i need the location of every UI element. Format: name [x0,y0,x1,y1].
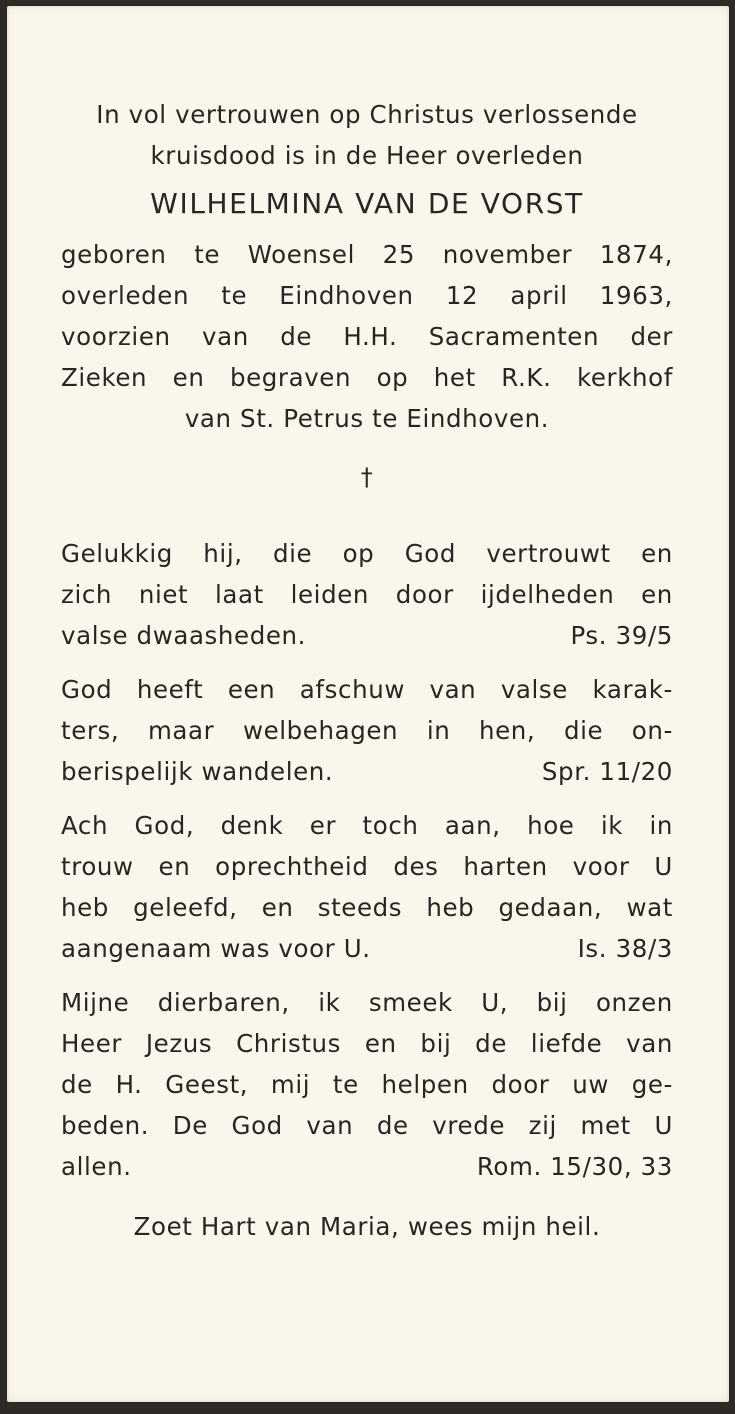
word: die [563,716,604,745]
word: uw [572,1070,609,1099]
word: beden. [61,1111,150,1140]
word: liefde [530,1029,603,1058]
word: oprechtheid [215,852,369,881]
card-text [61,94,673,1247]
word: smeek [368,988,453,1017]
word: kerkhof [576,363,673,392]
word: met [580,1111,631,1140]
verse-last-line [61,615,673,656]
verse-last-line [61,751,673,792]
word: Geest, [165,1070,249,1099]
word: God [231,1111,283,1140]
word: begraven [229,363,352,392]
word: voor [572,852,630,881]
word: steeds [317,893,403,922]
word: U [654,852,673,881]
word: Zieken [61,363,148,392]
word: van [201,322,249,351]
intro-line-2: kruisdood is in de Heer overleden [150,141,584,170]
biography-line: van St. Petrus te Eindhoven. [184,404,550,433]
word: de [376,1111,409,1140]
word: vrede [432,1111,506,1140]
biography-line [61,316,673,357]
word: bij [420,1029,452,1058]
verse-line [61,1023,673,1064]
verse-reference: Is. 38/3 [577,934,673,963]
word: 12 [445,281,479,310]
word: van [306,1111,354,1140]
word: des [393,852,439,881]
verse-line [61,574,673,615]
word: gedaan, [498,893,603,922]
word: Jezus [145,1029,213,1058]
verse-reference: Spr. 11/20 [541,757,673,786]
word: en [158,852,191,881]
verse-text: berispelijk wandelen. [61,757,334,786]
word: denk [220,811,284,840]
word: bij [536,988,568,1017]
word: afschuw [299,675,405,704]
word: Ach [61,811,109,840]
word: heeft [136,675,204,704]
word: de [61,1070,93,1099]
word: april [510,281,568,310]
word: on- [631,716,673,745]
word: wat [626,893,673,922]
word: welbehagen [242,716,399,745]
word: de [280,322,313,351]
verse-line [61,533,673,574]
word: ik [600,811,624,840]
verse-line [61,1105,673,1146]
word: zich [61,580,113,609]
biography-line [61,357,673,398]
verse-line [61,669,673,710]
word: heb [61,893,109,922]
word: De [172,1111,208,1140]
word: die [273,539,313,568]
word: en [641,539,673,568]
word: en [172,363,205,392]
word: karak- [592,675,673,704]
word: Christus [236,1029,342,1058]
cross-icon: † [360,463,374,491]
biography-line [61,234,673,275]
word: van [626,1029,673,1058]
word: H.H. [343,322,398,351]
word: leiden [290,580,370,609]
verse-reference: Ps. 39/5 [570,621,673,650]
word: Woensel [247,240,355,269]
word: ijdelheden [480,580,615,609]
verse-block [61,982,673,1187]
word: van [429,675,477,704]
word: in [426,716,451,745]
word: overleden [61,281,190,310]
word: Heer [61,1029,123,1058]
word: te [332,1070,359,1099]
verse-line [61,805,673,846]
verse-last-line [61,928,673,969]
word: er [309,811,337,840]
word: God, [134,811,195,840]
word: 25 [382,240,416,269]
word: het [433,363,476,392]
word: door [395,580,454,609]
word: 1963, [599,281,673,310]
verse-reference: Rom. 15/30, 33 [476,1152,673,1181]
word: Eindhoven [279,281,414,310]
word: helpen [381,1070,469,1099]
word: voorzien [61,322,171,351]
verse-line [61,1064,673,1105]
word: november [442,240,573,269]
word: en [641,580,673,609]
word: de [475,1029,507,1058]
verse-text: valse dwaasheden. [61,621,307,650]
verse-text: aangenaam was voor U. [61,934,371,963]
word: geboren [61,240,167,269]
word: Sacramenten [428,322,600,351]
word: R.K. [501,363,552,392]
verse-line [61,710,673,751]
word: mij [270,1070,311,1099]
word: door [491,1070,550,1099]
word: een [227,675,276,704]
word: trouw [61,852,134,881]
memorial-card [7,6,729,1402]
word: geleefd, [133,893,238,922]
intro-line-1: In vol vertrouwen op Christus verlossende [96,100,638,129]
word: U [654,1111,673,1140]
word: aan, [444,811,501,840]
word: te [194,240,221,269]
word: hij, [203,539,243,568]
verse-line [61,982,673,1023]
word: maar [147,716,215,745]
word: in [649,811,673,840]
word: dierbaren, [157,988,290,1017]
verse-block [61,669,673,792]
word: hoe [527,811,575,840]
word: ik [318,988,341,1017]
word: onzen [595,988,673,1017]
verse-last-line [61,1146,673,1187]
word: laat [215,580,264,609]
verse-block [61,533,673,656]
verse-block [61,805,673,969]
word: toch [362,811,419,840]
word: ters, [61,716,120,745]
word: valse [500,675,568,704]
verse-text: allen. [61,1152,132,1181]
word: Gelukkig [61,539,173,568]
closing-prayer: Zoet Hart van Maria, wees mijn heil. [133,1212,601,1241]
word: U, [481,988,509,1017]
word: te [221,281,248,310]
word: harten [463,852,548,881]
word: ge- [631,1070,673,1099]
word: der [630,322,673,351]
word: H. [115,1070,143,1099]
word: heb [426,893,475,922]
word: en [364,1029,397,1058]
word: 1874, [599,240,673,269]
word: Mijne [61,988,130,1017]
word: zij [528,1111,557,1140]
biography-line [61,275,673,316]
deceased-name: WILHELMINA VAN DE VORST [150,187,584,220]
word: op [342,539,375,568]
word: niet [138,580,189,609]
word: op [376,363,409,392]
word: God [61,675,113,704]
word: en [261,893,294,922]
word: vertrouwt [486,539,611,568]
verse-line [61,846,673,887]
verse-line [61,887,673,928]
word: God [404,539,457,568]
word: hen, [478,716,536,745]
